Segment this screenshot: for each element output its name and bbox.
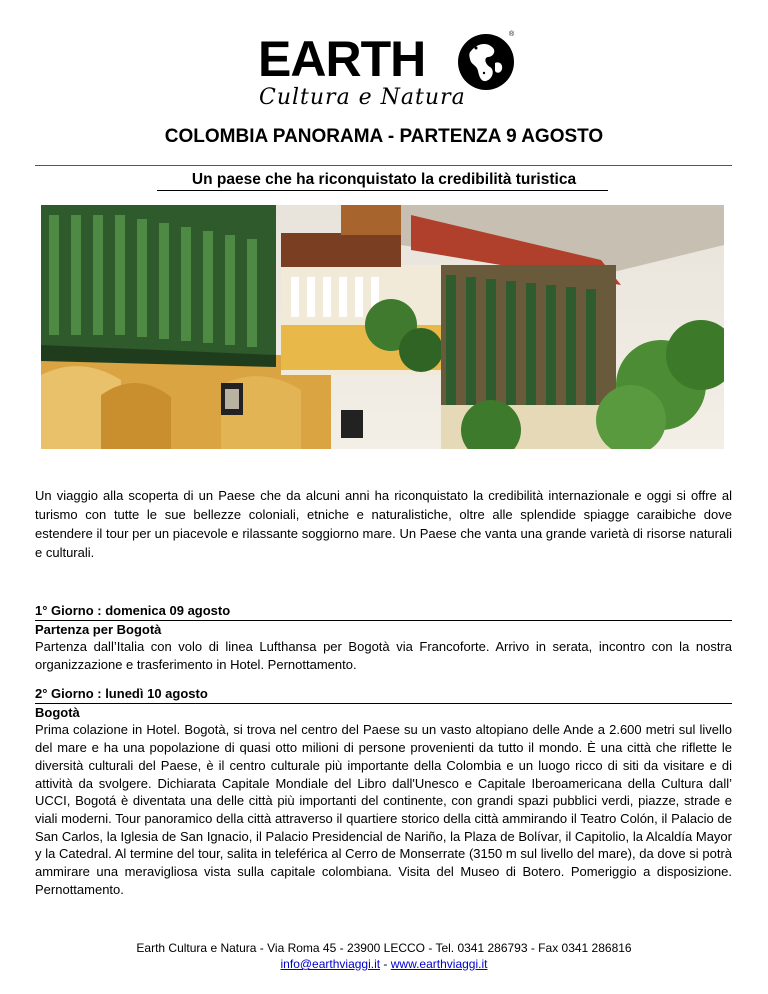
logo-tagline: Cultura e Natura (259, 85, 466, 110)
footer-links (0, 956, 768, 972)
itinerary-day-2 (35, 685, 732, 898)
title-divider (35, 165, 732, 166)
logo-wordmark: EARTH (258, 31, 426, 87)
email-link[interactable]: info@earthviaggi.it (280, 957, 381, 971)
itinerary-day-1 (35, 602, 732, 674)
page-subtitle: Un paese che ha riconquistato la credibilità turistica (191, 171, 577, 188)
day-heading: 1° Giorno : domenica 09 agosto (35, 602, 732, 621)
photo-illustration (41, 205, 724, 449)
day-place: Bogotà (35, 704, 80, 720)
footer-separator: - (380, 957, 391, 971)
day-heading: 2° Giorno : lunedì 10 agosto (35, 685, 732, 704)
intro-paragraph: Un viaggio alla scoperta di un Paese che da alcuni anni ha riconquistato la credibilità internazionale e oggi si offre al turismo con tutte le sue bellezze coloniali, etniche e naturalistiche, oltre alle splendide spiagge caraibiche dove estendere il tour per un piacevole e rilassante soggiorno mare. Un Paese che vanta una grande varietà di risorse naturali e culturali. (35, 488, 732, 560)
day-place: Partenza per Bogotà (35, 621, 162, 637)
footer-contact: Earth Cultura e Natura - Via Roma 45 - 23900 LECCO - Tel. 0341 286793 - Fax 0341 286816 (136, 941, 632, 955)
website-link[interactable]: www.earthviaggi.it (390, 957, 488, 971)
earth-logo (258, 33, 520, 113)
registered-mark: ® (509, 31, 515, 38)
subtitle-underline (157, 190, 608, 191)
colonial-balconies-photo (41, 205, 724, 449)
page-title: COLOMBIA PANORAMA - PARTENZA 9 AGOSTO (164, 126, 604, 147)
footer (0, 940, 768, 972)
day-description: Prima colazione in Hotel. Bogotà, si trova nel centro del Paese su un vasto altopiano delle Ande a 2.600 metri sul livello del mare e ha una popolazione di quasi otto milioni di persone provenienti da tutto il mondo. È una città che riflette le diversità culturali del Paese, è il centro culturale più importante della Colombia e un luogo ricco di siti da visitare e di attività da svolgere. Dichiarata Capitale Mondiale del Libro dall'Unesco e Capitale Iberoamericana della Cultura dall’ UCCI, Bogotá è diventata una delle città più importanti del continente, con grandi spazi pubblici verdi, piazze, strade e viali moderni. Tour panoramico della città attraverso il quartiere storico della città ammirando il Teatro Colón, il Palacio de San Carlos, la Iglesia de San Ignacio, il Palacio Presidencial de Nariño, la Plaza de Bolívar, il Capitolio, la Alcaldía Mayor y la Catedral. Al termine del tour, salita in teleférica al Cerro de Monserrate (3150 m sul livello del mare), da dove si potrà ammirare una meravigliosa vista sulla capitale colombiana. Visita del Museo di Botero. Pomeriggio a disposizione. Pernottamento. (35, 722, 732, 897)
globe-icon (457, 33, 515, 91)
day-description: Partenza dall’Italia con volo di linea Lufthansa per Bogotà via Francoforte. Arrivo in serata, incontro con la nostra organizzazione e trasferimento in Hotel. Pernottamento. (35, 639, 732, 673)
